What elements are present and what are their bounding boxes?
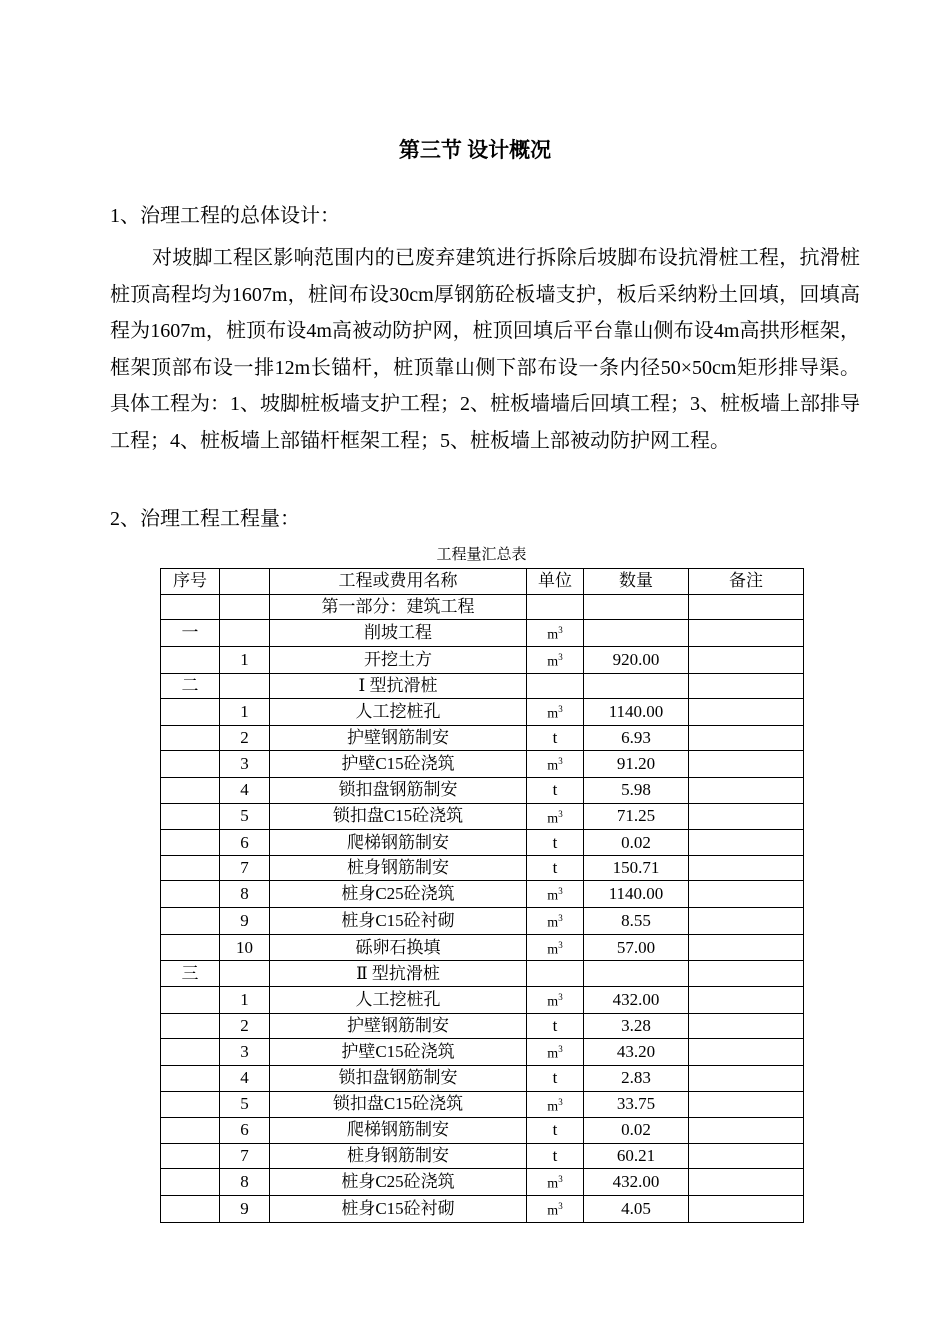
cell-quantity: 0.02 xyxy=(584,830,689,856)
cell-remarks xyxy=(689,1143,804,1169)
cell-seq xyxy=(161,1013,220,1039)
cell-item-name: 削坡工程 xyxy=(270,620,527,647)
cell-item-name: 锁扣盘钢筋制安 xyxy=(270,778,527,804)
table-row xyxy=(161,1118,804,1144)
cell-quantity: 150.71 xyxy=(584,855,689,881)
cell-quantity: 3.28 xyxy=(584,1013,689,1039)
cell-seq: 三 xyxy=(161,961,220,987)
table-row xyxy=(161,1169,804,1196)
cell-subseq: 6 xyxy=(220,830,270,856)
cell-unit: $m^3$ xyxy=(527,803,584,830)
cell-subseq xyxy=(220,594,270,620)
cell-unit: t xyxy=(527,1013,584,1039)
cell-remarks xyxy=(689,830,804,856)
cell-remarks xyxy=(689,1013,804,1039)
cell-quantity: 0.02 xyxy=(584,1118,689,1144)
cell-subseq: 2 xyxy=(220,725,270,751)
heading-overall-design: 1、治理工程的总体设计： xyxy=(110,205,340,227)
cell-quantity: 4.05 xyxy=(584,1196,689,1223)
table-row xyxy=(161,646,804,673)
cell-seq: 二 xyxy=(161,673,220,699)
cell-quantity: 6.93 xyxy=(584,725,689,751)
cell-item-name: 第一部分：建筑工程 xyxy=(270,594,527,620)
cell-seq xyxy=(161,934,220,961)
cell-seq xyxy=(161,1118,220,1144)
cell-quantity xyxy=(584,594,689,620)
cell-remarks xyxy=(689,594,804,620)
cell-subseq: 7 xyxy=(220,1143,270,1169)
cell-unit: t xyxy=(527,778,584,804)
cell-remarks xyxy=(689,1065,804,1091)
cell-quantity: 60.21 xyxy=(584,1143,689,1169)
cell-remarks xyxy=(689,1169,804,1196)
cell-subseq: 8 xyxy=(220,881,270,908)
cell-subseq xyxy=(220,620,270,647)
table-row xyxy=(161,620,804,647)
cell-quantity: 71.25 xyxy=(584,803,689,830)
table-row xyxy=(161,699,804,726)
cell-subseq: 7 xyxy=(220,855,270,881)
cell-quantity: 33.75 xyxy=(584,1091,689,1118)
cell-quantity xyxy=(584,673,689,699)
cell-subseq: 2 xyxy=(220,1013,270,1039)
cell-item-name: Ⅱ 型抗滑桩 xyxy=(270,961,527,987)
cell-item-name: 锁扣盘C15砼浇筑 xyxy=(270,803,527,830)
cell-item-name: 爬梯钢筋制安 xyxy=(270,1118,527,1144)
cell-subseq: 8 xyxy=(220,1169,270,1196)
table-row xyxy=(161,1143,804,1169)
quantity-table xyxy=(160,568,804,1223)
cell-remarks xyxy=(689,855,804,881)
table-row xyxy=(161,1065,804,1091)
cell-subseq: 4 xyxy=(220,778,270,804)
cell-subseq xyxy=(220,673,270,699)
table-row xyxy=(161,987,804,1014)
cell-remarks xyxy=(689,646,804,673)
cell-item-name: 桩身C15砼衬砌 xyxy=(270,908,527,935)
cell-subseq: 3 xyxy=(220,1039,270,1066)
cell-quantity xyxy=(584,620,689,647)
cell-seq xyxy=(161,1169,220,1196)
cell-item-name: 桩身C25砼浇筑 xyxy=(270,1169,527,1196)
cell-quantity: 432.00 xyxy=(584,1169,689,1196)
header-unit: 单位 xyxy=(527,569,584,595)
table-row xyxy=(161,934,804,961)
table-row xyxy=(161,961,804,987)
cell-unit xyxy=(527,594,584,620)
cell-seq xyxy=(161,725,220,751)
cell-item-name: 开挖土方 xyxy=(270,646,527,673)
design-paragraph: 对坡脚工程区影响范围内的已废弃建筑进行拆除后坡脚布设抗滑桩工程，抗滑桩桩顶高程均为1607m，桩间布设30cm厚钢筋砼板墙支护，板后采纳粉土回填，回填高程为1607m，桩顶布设4m高被动防护网，桩顶回填后平台靠山侧布设4m高拱形框架，框架顶部布设一排12m长锚杆，桩顶靠山侧下部布设一条内径50×50cm矩形排导渠。具体工程为：1、坡脚桩板墙支护工程；2、桩板墙墙后回填工程；3、桩板墙上部排导工程；4、桩板墙上部锚杆框架工程；5、桩板墙上部被动防护网工程。 xyxy=(110,247,860,452)
cell-subseq xyxy=(220,961,270,987)
cell-item-name: 桩身钢筋制安 xyxy=(270,1143,527,1169)
cell-item-name: 人工挖桩孔 xyxy=(270,699,527,726)
table-row xyxy=(161,1039,804,1066)
table-row xyxy=(161,725,804,751)
cell-remarks xyxy=(689,961,804,987)
cell-seq xyxy=(161,1065,220,1091)
cell-subseq: 5 xyxy=(220,803,270,830)
cell-item-name: 桩身C15砼衬砌 xyxy=(270,1196,527,1223)
cell-unit: $m^3$ xyxy=(527,1196,584,1223)
table-row xyxy=(161,830,804,856)
cell-subseq: 1 xyxy=(220,987,270,1014)
table-row xyxy=(161,778,804,804)
cell-quantity: 1140.00 xyxy=(584,881,689,908)
heading-quantities: 2、治理工程工程量： xyxy=(110,508,300,530)
cell-unit: t xyxy=(527,1143,584,1169)
table-row xyxy=(161,1013,804,1039)
table-caption: 工程量汇总表 xyxy=(436,547,527,563)
header-item-name: 工程或费用名称 xyxy=(270,569,527,595)
cell-remarks xyxy=(689,1196,804,1223)
cell-remarks xyxy=(689,620,804,647)
cell-quantity: 2.83 xyxy=(584,1065,689,1091)
cell-remarks xyxy=(689,778,804,804)
cell-unit: t xyxy=(527,1118,584,1144)
cell-quantity: 57.00 xyxy=(584,934,689,961)
cell-item-name: 护壁C15砼浇筑 xyxy=(270,751,527,778)
cell-unit: $m^3$ xyxy=(527,1039,584,1066)
cell-seq xyxy=(161,699,220,726)
cell-remarks xyxy=(689,1091,804,1118)
header-remarks: 备注 xyxy=(689,569,804,595)
cell-seq xyxy=(161,855,220,881)
cell-subseq: 5 xyxy=(220,1091,270,1118)
cell-quantity: 43.20 xyxy=(584,1039,689,1066)
table-row xyxy=(161,594,804,620)
cell-item-name: 锁扣盘钢筋制安 xyxy=(270,1065,527,1091)
cell-subseq: 10 xyxy=(220,934,270,961)
cell-item-name: 护壁钢筋制安 xyxy=(270,1013,527,1039)
cell-quantity: 1140.00 xyxy=(584,699,689,726)
header-seq: 序号 xyxy=(161,569,220,595)
cell-unit: t xyxy=(527,830,584,856)
cell-quantity: 8.55 xyxy=(584,908,689,935)
cell-seq xyxy=(161,881,220,908)
cell-subseq: 4 xyxy=(220,1065,270,1091)
cell-unit: $m^3$ xyxy=(527,908,584,935)
cell-seq xyxy=(161,1143,220,1169)
cell-item-name: 护壁钢筋制安 xyxy=(270,725,527,751)
cell-remarks xyxy=(689,1118,804,1144)
cell-unit: $m^3$ xyxy=(527,1091,584,1118)
cell-remarks xyxy=(689,934,804,961)
cell-item-name: 爬梯钢筋制安 xyxy=(270,830,527,856)
section-title: 第三节 设计概况 xyxy=(398,138,552,162)
cell-unit: t xyxy=(527,855,584,881)
cell-subseq: 1 xyxy=(220,699,270,726)
cell-item-name: Ⅰ 型抗滑桩 xyxy=(270,673,527,699)
cell-unit: $m^3$ xyxy=(527,1169,584,1196)
cell-remarks xyxy=(689,803,804,830)
cell-subseq: 6 xyxy=(220,1118,270,1144)
cell-remarks xyxy=(689,673,804,699)
cell-remarks xyxy=(689,1039,804,1066)
cell-seq xyxy=(161,908,220,935)
cell-remarks xyxy=(689,699,804,726)
cell-unit: $m^3$ xyxy=(527,987,584,1014)
cell-unit: $m^3$ xyxy=(527,699,584,726)
cell-item-name: 人工挖桩孔 xyxy=(270,987,527,1014)
cell-remarks xyxy=(689,751,804,778)
cell-quantity: 5.98 xyxy=(584,778,689,804)
cell-seq xyxy=(161,803,220,830)
cell-unit xyxy=(527,673,584,699)
header-subseq xyxy=(220,569,270,595)
cell-seq xyxy=(161,830,220,856)
cell-seq xyxy=(161,1196,220,1223)
table-row xyxy=(161,751,804,778)
table-row xyxy=(161,881,804,908)
cell-remarks xyxy=(689,908,804,935)
cell-remarks xyxy=(689,987,804,1014)
cell-remarks xyxy=(689,881,804,908)
cell-item-name: 护壁C15砼浇筑 xyxy=(270,1039,527,1066)
cell-item-name: 桩身C25砼浇筑 xyxy=(270,881,527,908)
cell-unit: t xyxy=(527,725,584,751)
table-row xyxy=(161,1091,804,1118)
cell-unit: $m^3$ xyxy=(527,934,584,961)
cell-seq xyxy=(161,1091,220,1118)
cell-subseq: 3 xyxy=(220,751,270,778)
cell-seq xyxy=(161,987,220,1014)
table-row xyxy=(161,803,804,830)
cell-seq xyxy=(161,594,220,620)
cell-unit: $m^3$ xyxy=(527,646,584,673)
table-header-row xyxy=(161,569,804,595)
cell-quantity xyxy=(584,961,689,987)
cell-seq: 一 xyxy=(161,620,220,647)
cell-seq xyxy=(161,751,220,778)
cell-unit: t xyxy=(527,1065,584,1091)
cell-seq xyxy=(161,778,220,804)
cell-subseq: 9 xyxy=(220,908,270,935)
cell-quantity: 91.20 xyxy=(584,751,689,778)
cell-subseq: 1 xyxy=(220,646,270,673)
table-row xyxy=(161,855,804,881)
table-row xyxy=(161,673,804,699)
cell-item-name: 砾卵石换填 xyxy=(270,934,527,961)
header-quantity: 数量 xyxy=(584,569,689,595)
cell-remarks xyxy=(689,725,804,751)
cell-subseq: 9 xyxy=(220,1196,270,1223)
cell-item-name: 桩身钢筋制安 xyxy=(270,855,527,881)
cell-quantity: 432.00 xyxy=(584,987,689,1014)
cell-item-name: 锁扣盘C15砼浇筑 xyxy=(270,1091,527,1118)
cell-quantity: 920.00 xyxy=(584,646,689,673)
cell-unit xyxy=(527,961,584,987)
cell-seq xyxy=(161,1039,220,1066)
cell-unit: $m^3$ xyxy=(527,881,584,908)
cell-unit: $m^3$ xyxy=(527,620,584,647)
table-row xyxy=(161,1196,804,1223)
table-row xyxy=(161,908,804,935)
cell-seq xyxy=(161,646,220,673)
cell-unit: $m^3$ xyxy=(527,751,584,778)
